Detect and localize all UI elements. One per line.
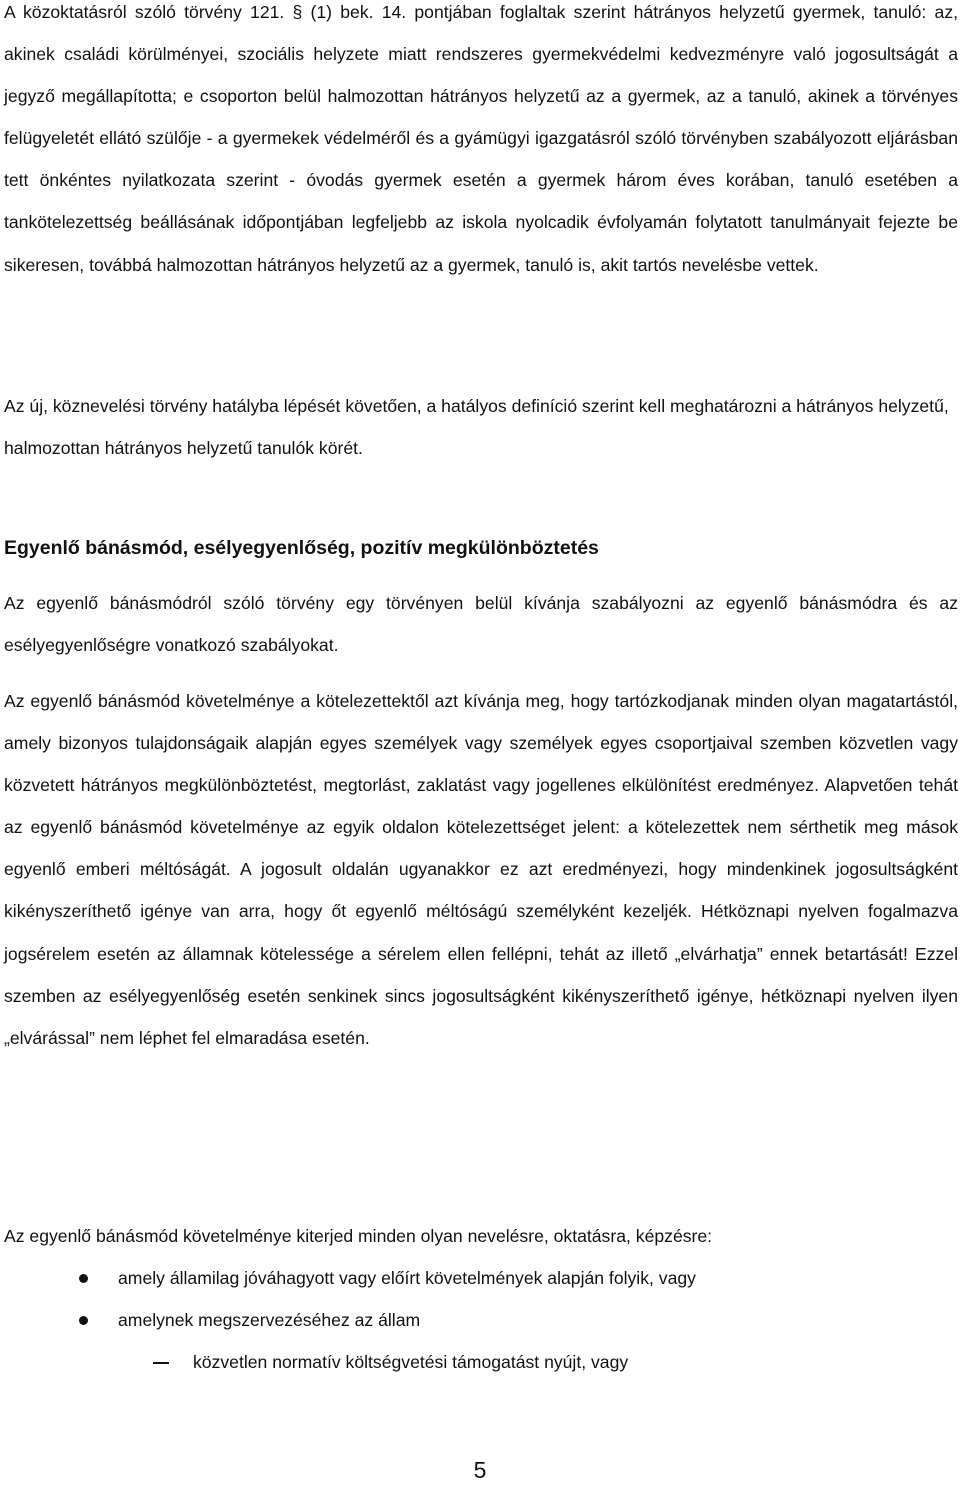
list-item-text: amelynek megszervezéséhez az állam	[118, 1310, 421, 1330]
list-item	[0, 1257, 960, 1299]
list-item-text: amely államilag jóváhagyott vagy előírt követelmények alapján folyik, vagy	[118, 1268, 696, 1288]
bullet-list	[0, 1257, 960, 1341]
bullet-icon	[79, 1274, 88, 1283]
paragraph-definition: A közoktatásról szóló törvény 121. § (1) bek. 14. pontjában foglaltak szerint hátrányos helyzetű gyermek, tanuló: az, akinek családi körülményei, szociális helyzete miatt rendszeres gyermekvédelmi kedvezményre való jogosultságát a jegyző megállapította; e csoporton belül halmozottan hátrányos helyzetű az a gyermek, az a tanuló, akinek a törvényes felügyeletét ellátó szülője - a gyermekek védelméről és a gyámügyi igazgatásról szóló törvényben szabályozott eljárásban tett önkéntes nyilatkozata szerint - óvodás gyermek esetén a gyermek három éves korában, tanuló esetében a tankötelezettség beállásának időpontjában legfeljebb az iskola nyolcadik évfolyamán folytatott tanulmányait fejezte be sikeresen, továbbá halmozottan hátrányos helyzetű az a gyermek, tanuló is, akit tartós nevelésbe vettek.	[4, 2, 958, 275]
page-number: 5	[473, 1457, 487, 1483]
bullet-icon	[79, 1316, 88, 1325]
list-item	[0, 1299, 960, 1341]
paragraph-equal-treatment-requirement: Az egyenlő bánásmód követelménye a kötelezettektől azt kívánja meg, hogy tartózkodjanak minden olyan magatartástól, amely bizonyos tulajdonságaik alapján egyes személyek vagy személyek egyes csoportjaival szemben közvetlen vagy közvetett hátrányos megkülönböztetést, megtorlást, zaklatást vagy jogellenes elkülönítést eredményez. Alapvetően tehát az egyenlő bánásmód követelménye az egyik oldalon kötelezettséget jelent: a kötelezettek nem sérthetik meg mások egyenlő emberi méltóságát. A jogosult oldalán ugyanakkor ez azt eredményezi, hogy mindenkinek jogosultságként kikényszeríthető igénye van arra, hogy őt egyenlő méltóságú személyként kezeljék. Hétköznapi nyelven fogalmazva jogsérelem esetén az államnak kötelessége a sérelem ellen fellépni, tehát az illető „elvárhatja” ennek betartását! Ezzel szemben az esélyegyenlőség esetén senkinek sincs jogosultságként kikényszeríthető igénye, hétköznapi nyelven ilyen „elvárással” nem léphet fel elmaradása esetén.	[4, 691, 958, 1048]
dash-icon	[153, 1362, 169, 1364]
paragraph-scope: Az egyenlő bánásmód követelménye kiterjed minden olyan nevelésre, oktatásra, képzésre:	[4, 1226, 713, 1246]
paragraph-new-law: Az új, köznevelési törvény hatályba lépését követően, a hatályos definíció szerint kell meghatározni a hátrányos helyzetű, halmozottan hátrányos helyzetű tanulók körét.	[4, 396, 949, 459]
sub-list-item	[0, 1341, 960, 1383]
paragraph-equal-treatment-law: Az egyenlő bánásmódról szóló törvény egy törvényen belül kívánja szabályozni az egyenlő bánásmódra és az esélyegyenlőségre vonatkozó szabályokat.	[4, 593, 958, 656]
section-heading: Egyenlő bánásmód, esélyegyenlőség, pozitív megkülönböztetés	[4, 537, 599, 559]
sub-list-item-text: közvetlen normatív költségvetési támogatást nyújt, vagy	[193, 1352, 629, 1372]
